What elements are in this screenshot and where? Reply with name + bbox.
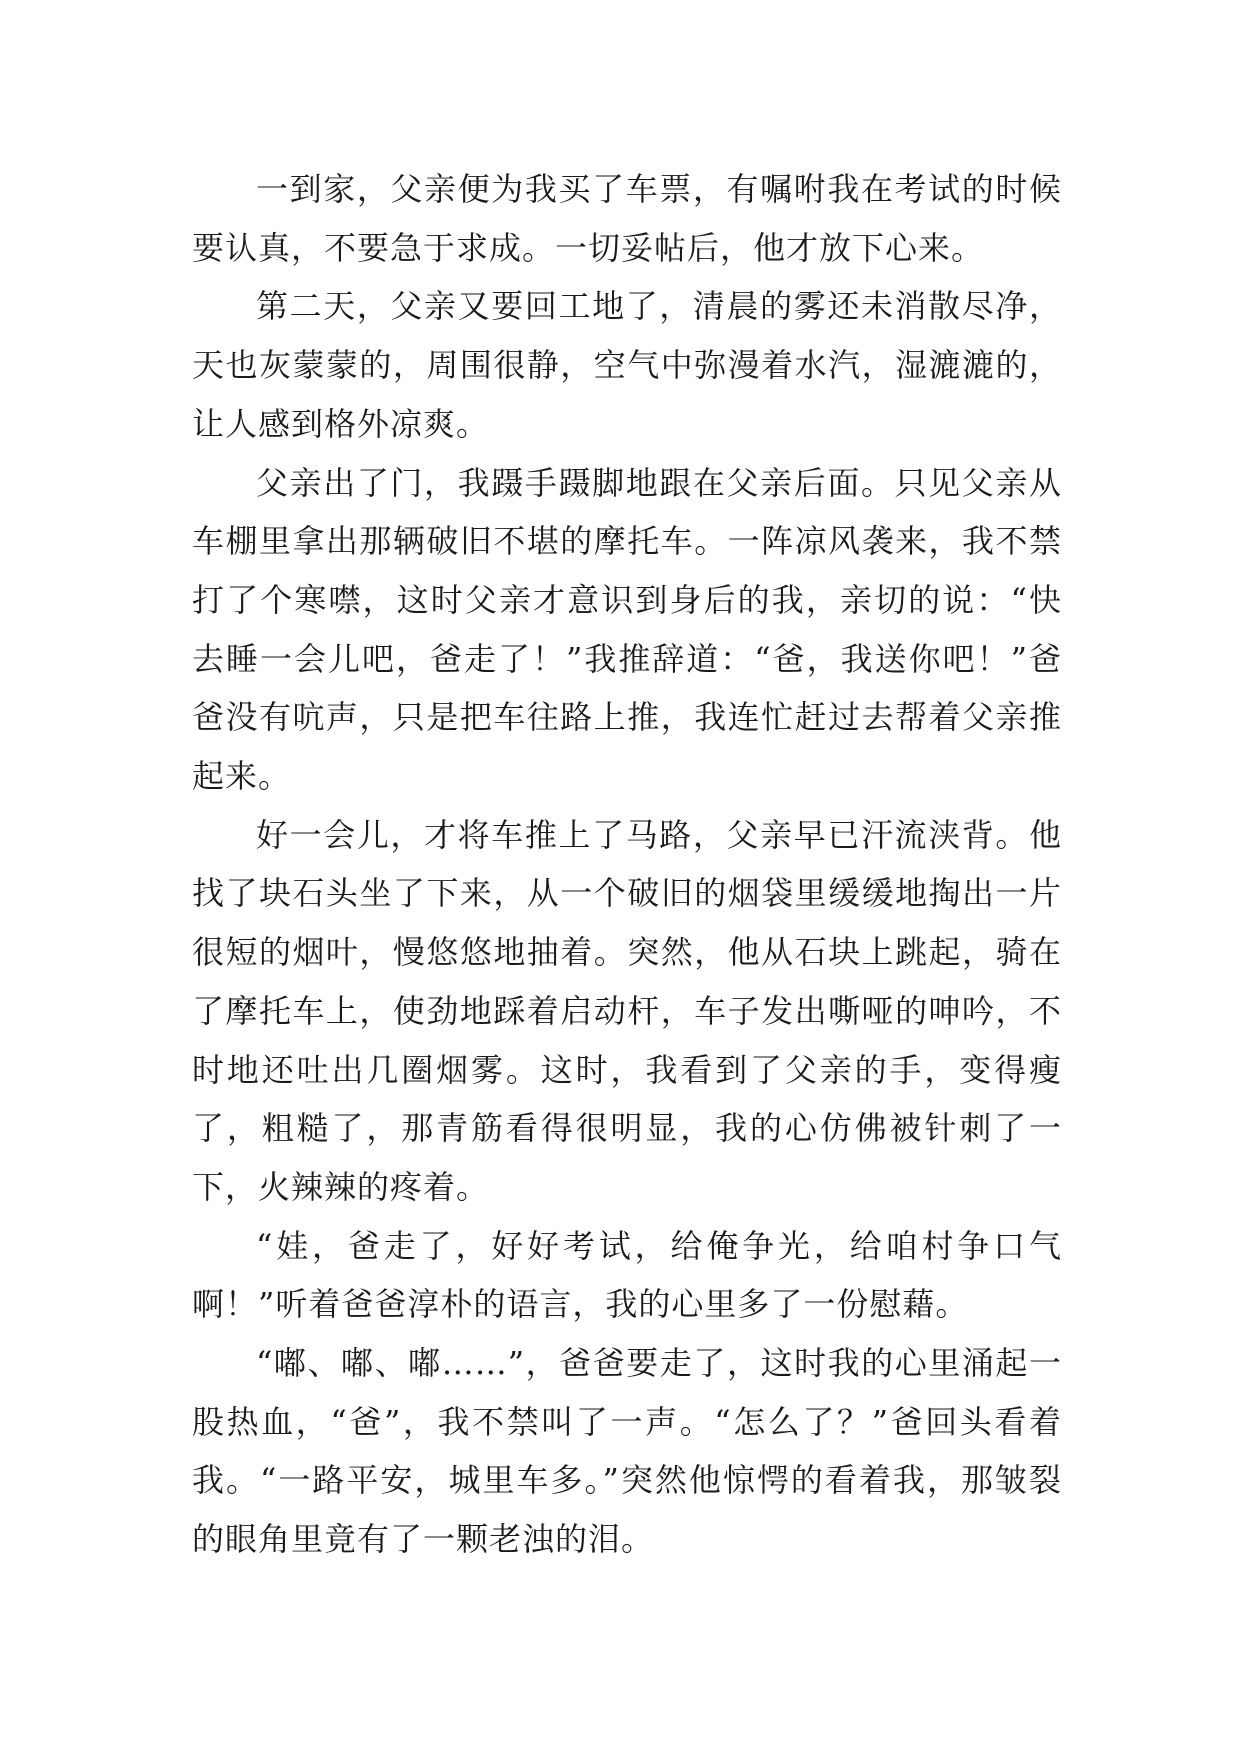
paragraph-2: 第二天，父亲又要回工地了，清晨的雾还未消散尽净，天也灰蒙蒙的，周围很静，空气中弥漫着水汽，湿漉漉的，让人感到格外凉爽。 <box>192 287 1062 443</box>
paragraph-6: “嘟、嘟、嘟……”，爸爸要走了，这时我的心里涌起一股热血，“爸”，我不禁叫了一声。“怎么了？”爸回头看着我。“一路平安，城里车多。”突然他惊愕的看着我，那皱裂的眼角里竟有了一颗老浊的泪。 <box>192 1344 1062 1559</box>
paragraph-4: 好一会儿，才将车推上了马路，父亲早已汗流浃背。他找了块石头坐了下来，从一个破旧的烟袋里缓缓地掏出一片很短的烟叶，慢悠悠地抽着。突然，他从石块上跳起，骑在了摩托车上，使劲地踩着启动杆，车子发出嘶哑的呻吟，不时地还吐出几圈烟雾。这时，我看到了父亲的手，变得瘦了，粗糙了，那青筋看得很明显，我的心仿佛被针刺了一下，火辣辣的疼着。 <box>192 815 1062 1206</box>
document-body <box>192 160 1062 1569</box>
paragraph-3: 父亲出了门，我蹑手蹑脚地跟在父亲后面。只见父亲从车棚里拿出那辆破旧不堪的摩托车。一阵凉风袭来，我不禁打了个寒噤，这时父亲才意识到身后的我，亲切的说：“快去睡一会儿吧，爸走了！”我推辞道：“爸，我送你吧！”爸爸没有吭声，只是把车往路上推，我连忙赶过去帮着父亲推起来。 <box>192 463 1062 796</box>
paragraph-1: 一到家，父亲便为我买了车票，有嘱咐我在考试的时候要认真，不要急于求成。一切妥帖后，他才放下心来。 <box>192 170 1062 267</box>
paragraph-5: “娃，爸走了，好好考试，给俺争光，给咱村争口气啊！”听着爸爸淳朴的语言，我的心里多了一份慰藉。 <box>192 1226 1062 1324</box>
